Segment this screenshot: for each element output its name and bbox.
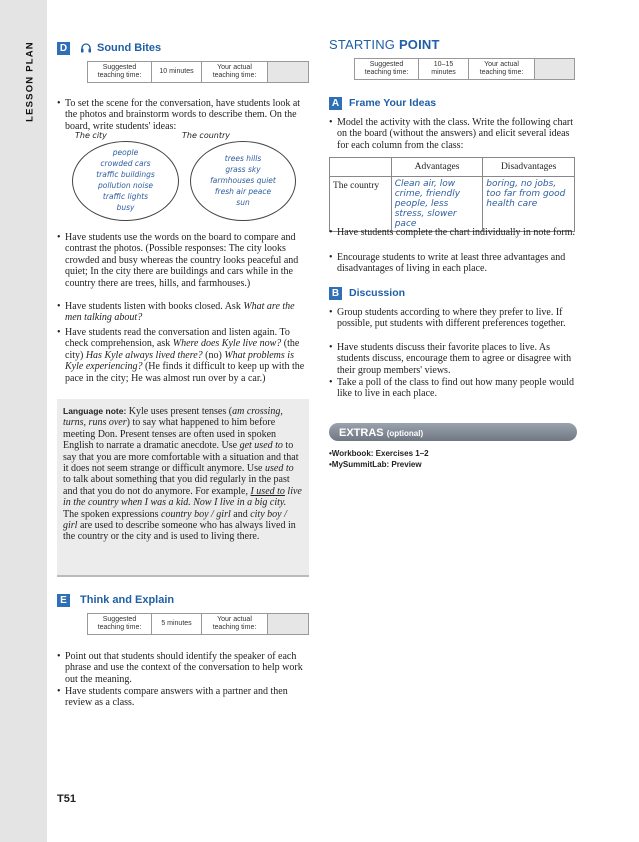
suggested-time-value: 10–15 minutes — [419, 59, 469, 79]
frame-ideas-bullet-2: • Have students complete the chart individually in note form. — [329, 227, 575, 238]
city-word: traffic buildings — [96, 170, 155, 179]
teaching-time-table-d — [87, 61, 309, 83]
extras-banner — [329, 423, 577, 441]
lesson-plan-sidebar — [0, 0, 47, 842]
section-a-badge: A — [329, 97, 342, 110]
sound-bites-bullet-3: • Have students listen with books closed. Ask What are the men talking about? — [57, 301, 295, 324]
sound-bites-bullet-4: • Have students read the conversation and listen again. To check comprehension, ask Where does Kyle live now? (the city) Has Kyle always lived there? (no) What problems is Kyle experiencing? (He finds it difficult to keep up with the pace in the city; He was almost run over by a car.) — [57, 327, 305, 384]
table-header-empty — [330, 158, 392, 177]
sound-bites-bullet-1: • To set the scene for the conversation, have students look at the photos and brainstorm words to describe them. On the board, write students' ideas: — [57, 98, 301, 132]
language-note-box — [57, 399, 309, 577]
sound-bites-title: Sound Bites — [97, 42, 162, 54]
extras-item-mysummitlab: •MySummitLab: Preview — [329, 460, 422, 469]
city-word: crowded cars — [100, 159, 151, 168]
suggested-time-label: Suggested teaching time: — [355, 59, 419, 79]
country-words-ellipse — [190, 141, 296, 221]
table-header-disadvantages: Disadvantages — [483, 158, 575, 177]
city-word: traffic lights — [102, 192, 149, 201]
sound-bites-bullet-2: • Have students use the words on the board to compare and contrast the photos. (Possible responses: The city looks crowded and busy whereas the country looks peaceful and quiet; In the city there are buildings and cars while in the country there are trees, hills, and farmhouses.) — [57, 232, 299, 289]
country-word: trees hills — [224, 154, 262, 163]
actual-time-label: Your actual teaching time: — [202, 614, 268, 634]
section-e-badge: E — [57, 594, 70, 607]
frame-ideas-bullet-1: • Model the activity with the class. Write the following chart on the board (without the answers) and elicit several ideas for each column from the class: — [329, 117, 574, 151]
discussion-bullet-2: • Have students discuss their favorite places to live. As students discuss, encourage them to agree or disagree with their group members' views. — [329, 342, 572, 376]
city-word: pollution noise — [98, 181, 153, 190]
board-country-label: The country — [182, 131, 231, 140]
headphones-icon — [80, 42, 92, 54]
suggested-time-label: Suggested teaching time: — [88, 614, 152, 634]
country-word: fresh air peace — [214, 187, 272, 196]
actual-time-label: Your actual teaching time: — [202, 62, 268, 82]
discussion-bullet-1: • Group students according to where they prefer to live. If possible, put students with different preferences together. — [329, 307, 566, 330]
starting-point-title: STARTING POINT — [329, 37, 440, 52]
city-word: busy — [116, 203, 135, 212]
actual-time-input[interactable] — [535, 59, 574, 79]
advantages-table — [329, 157, 575, 232]
lesson-plan-label: LESSON PLAN — [24, 41, 36, 122]
discussion-title: Discussion — [349, 287, 406, 299]
section-d-badge: D — [57, 42, 70, 55]
suggested-time-value: 10 minutes — [152, 62, 202, 82]
table-row-label: The country — [330, 177, 392, 232]
page-number: T51 — [57, 793, 76, 805]
extras-item-workbook: •Workbook: Exercises 1–2 — [329, 449, 429, 458]
country-word: farmhouses quiet — [210, 176, 276, 185]
actual-time-input[interactable] — [268, 62, 308, 82]
country-word: sun — [236, 198, 250, 207]
language-note-text: Language note: Kyle uses present tenses (am crossing, turns, runs over) to say what happened to him before meeting Don. Present tenses are often used in spoken English to narrate a dramatic anecdote. Use get used to to say that you are more comfortable with a situation and that it does not seem strange or difficult anymore. Use used to to talk about something that you did regularly in the past and that you do not do anymore. For example, I used to live in the country when I was a kid. Now I live in a big city. The spoken expressions country boy / girl and city boy / girl are used to describe someone who has always lived in the country or the city and is used to living there. — [63, 406, 302, 543]
table-cell-advantages: Clean air, low crime, friendly people, less stress, slower pace — [391, 177, 483, 232]
teaching-time-table-start — [354, 58, 575, 80]
discussion-heading — [329, 287, 529, 300]
city-words-ellipse — [72, 141, 179, 221]
actual-time-input[interactable] — [268, 614, 308, 634]
frame-ideas-bullet-3: • Encourage students to write at least three advantages and disadvantages of living in each place. — [329, 252, 566, 275]
table-header-advantages: Advantages — [391, 158, 483, 177]
teaching-time-table-e — [87, 613, 309, 635]
frame-ideas-heading — [329, 97, 529, 110]
think-explain-title: Think and Explain — [80, 594, 175, 606]
discussion-bullet-3: • Take a poll of the class to find out how many people would like to live in each place. — [329, 377, 575, 400]
think-explain-bullet-2: • Have students compare answers with a partner and then review as a class. — [57, 686, 288, 709]
extras-label: EXTRAS (optional) — [339, 427, 424, 439]
suggested-time-label: Suggested teaching time: — [88, 62, 152, 82]
table-cell-disadvantages: boring, no jobs, too far from good health care — [483, 177, 575, 232]
actual-time-label: Your actual teaching time: — [469, 59, 535, 79]
section-b-badge: B — [329, 287, 342, 300]
country-word: grass sky — [225, 165, 261, 174]
suggested-time-value: 5 minutes — [152, 614, 202, 634]
think-explain-bullet-1: • Point out that students should identify the speaker of each phrase and use the context of the conversation to help work out the meaning. — [57, 651, 303, 685]
board-city-label: The city — [75, 131, 107, 140]
frame-ideas-title: Frame Your Ideas — [349, 97, 437, 109]
city-word: people — [112, 148, 139, 157]
